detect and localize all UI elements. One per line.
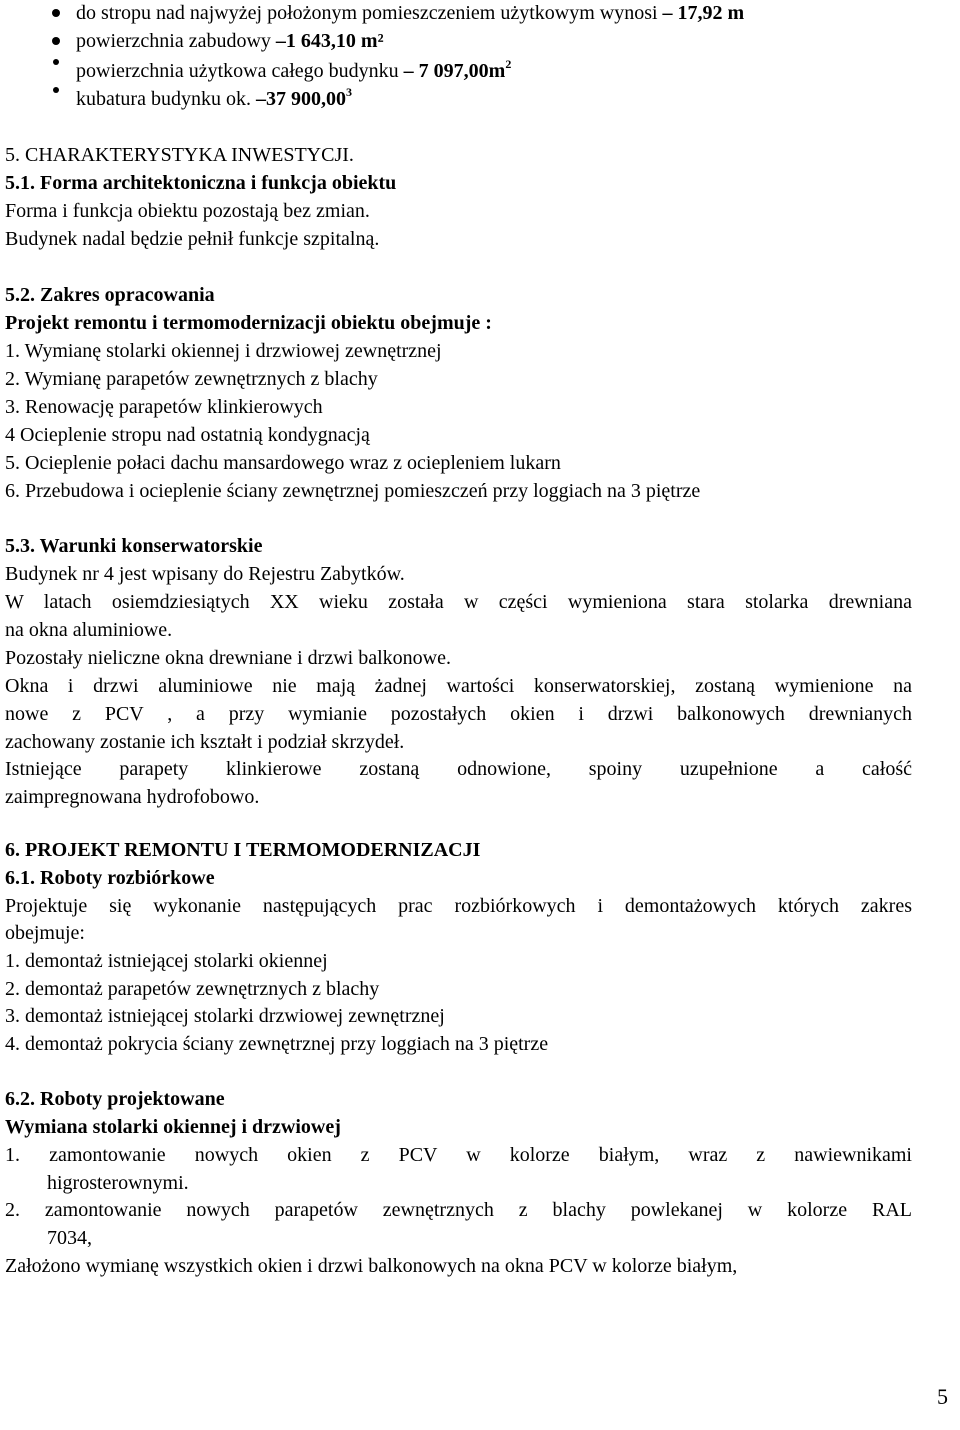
paragraph-line: Istniejące parapety klinkierowe zostaną odnowione, spoiny uzupełnione a całość xyxy=(5,758,912,780)
bullet-item xyxy=(76,30,384,52)
paragraph-line: zachowany zostanie ich kształt i podział skrzydeł. xyxy=(5,731,405,753)
bullet-superscript: 3 xyxy=(345,85,352,99)
paragraph-line: Okna i drzwi aluminiowe nie mają żadnej wartości konserwatorskiej, zostaną wymienione na xyxy=(5,675,912,697)
subsection-subheading: Projekt remontu i termomodernizacji obiektu obejmuje : xyxy=(5,312,492,334)
paragraph-line: nowe z PCV , a przy wymianie pozostałych okien i drzwi balkonowych drewnianych xyxy=(5,703,912,725)
paragraph-line: zaimpregnowana hydrofobowo. xyxy=(5,786,260,808)
paragraph-line: na okna aluminiowe. xyxy=(5,619,173,641)
bullet-text: powierzchnia zabudowy xyxy=(76,30,276,52)
bullet-value: – 17,92 m xyxy=(662,2,745,24)
page-number: 5 xyxy=(937,1384,948,1409)
list-item: 4 Ocieplenie stropu nad ostatnią kondygnacją xyxy=(5,424,370,446)
bullet-dot xyxy=(53,59,59,65)
bullet-dot xyxy=(52,37,60,45)
list-item: 2. demontaż parapetów zewnętrznych z blachy xyxy=(5,978,380,1000)
subsection-heading: 6.1. Roboty rozbiórkowe xyxy=(5,867,215,889)
bullet-item xyxy=(76,57,512,82)
bullet-value: – 7 097,00m xyxy=(403,60,506,82)
paragraph-line: Forma i funkcja obiektu pozostają bez zmian. xyxy=(5,200,370,222)
paragraph-line: Założono wymianę wszystkich okien i drzwi balkonowych na okna PCV w kolorze białym, xyxy=(5,1255,738,1277)
list-item: 6. Przebudowa i ocieplenie ściany zewnętrznej pomieszczeń przy loggiach na 3 piętrze xyxy=(5,480,701,502)
list-item-continuation: higrosterownymi. xyxy=(47,1172,189,1194)
list-item: 2. zamontowanie nowych parapetów zewnętrznych z blachy powlekanej w kolorze RAL xyxy=(5,1199,912,1221)
bullet-text: kubatura budynku ok. xyxy=(76,88,256,110)
list-item: 2. Wymianę parapetów zewnętrznych z blachy xyxy=(5,368,378,390)
bullet-value: –37 900,00 xyxy=(255,88,346,110)
bullet-text: powierzchnia użytkowa całego budynku xyxy=(76,60,404,82)
paragraph-line: Projektuje się wykonanie następujących prac rozbiórkowych i demontażowych których zakres xyxy=(5,895,912,917)
list-item-continuation: 7034, xyxy=(47,1227,92,1249)
subsection-heading: 5.3. Warunki konserwatorskie xyxy=(5,535,263,557)
paragraph-line: W latach osiemdziesiątych XX wieku została w części wymieniona stara stolarka drewniana xyxy=(5,591,912,613)
bullet-dot xyxy=(53,87,59,93)
list-item: 1. zamontowanie nowych okien z PCV w kolorze białym, wraz z nawiewnikami xyxy=(5,1144,912,1166)
paragraph-line: Budynek nadal będzie pełnił funkcje szpitalną. xyxy=(5,228,380,250)
subsection-heading: 5.1. Forma architektoniczna i funkcja obiektu xyxy=(5,172,397,194)
section-heading: 6. PROJEKT REMONTU I TERMOMODERNIZACJI xyxy=(5,839,481,861)
section-heading: 5. CHARAKTERYSTYKA INWESTYCJI. xyxy=(5,144,354,166)
list-item: 1. demontaż istniejącej stolarki okiennej xyxy=(5,950,328,972)
bullet-dot xyxy=(52,9,60,17)
subsection-subheading: Wymiana stolarki okiennej i drzwiowej xyxy=(5,1116,341,1138)
list-item: 3. Renowację parapetów klinkierowych xyxy=(5,396,323,418)
bullet-item xyxy=(76,85,352,110)
subsection-heading: 5.2. Zakres opracowania xyxy=(5,284,215,306)
list-item: 3. demontaż istniejącej stolarki drzwiowej zewnętrznej xyxy=(5,1005,445,1027)
list-item: 4. demontaż pokrycia ściany zewnętrznej przy loggiach na 3 piętrze xyxy=(5,1033,549,1055)
bullet-value: –1 643,10 m² xyxy=(275,30,384,52)
list-item: 5. Ocieplenie połaci dachu mansardowego wraz z ociepleniem lukarn xyxy=(5,452,561,474)
bullet-text: do stropu nad najwyżej położonym pomieszczeniem użytkowym wynosi xyxy=(76,2,663,24)
paragraph-line: Budynek nr 4 jest wpisany do Rejestru Zabytków. xyxy=(5,563,405,585)
list-item: 1. Wymianę stolarki okiennej i drzwiowej zewnętrznej xyxy=(5,340,442,362)
paragraph-line: Pozostały nieliczne okna drewniane i drzwi balkonowe. xyxy=(5,647,451,669)
paragraph-line: obejmuje: xyxy=(5,922,85,944)
bullet-superscript: 2 xyxy=(505,57,512,71)
subsection-heading: 6.2. Roboty projektowane xyxy=(5,1088,225,1110)
bullet-item xyxy=(76,2,744,24)
